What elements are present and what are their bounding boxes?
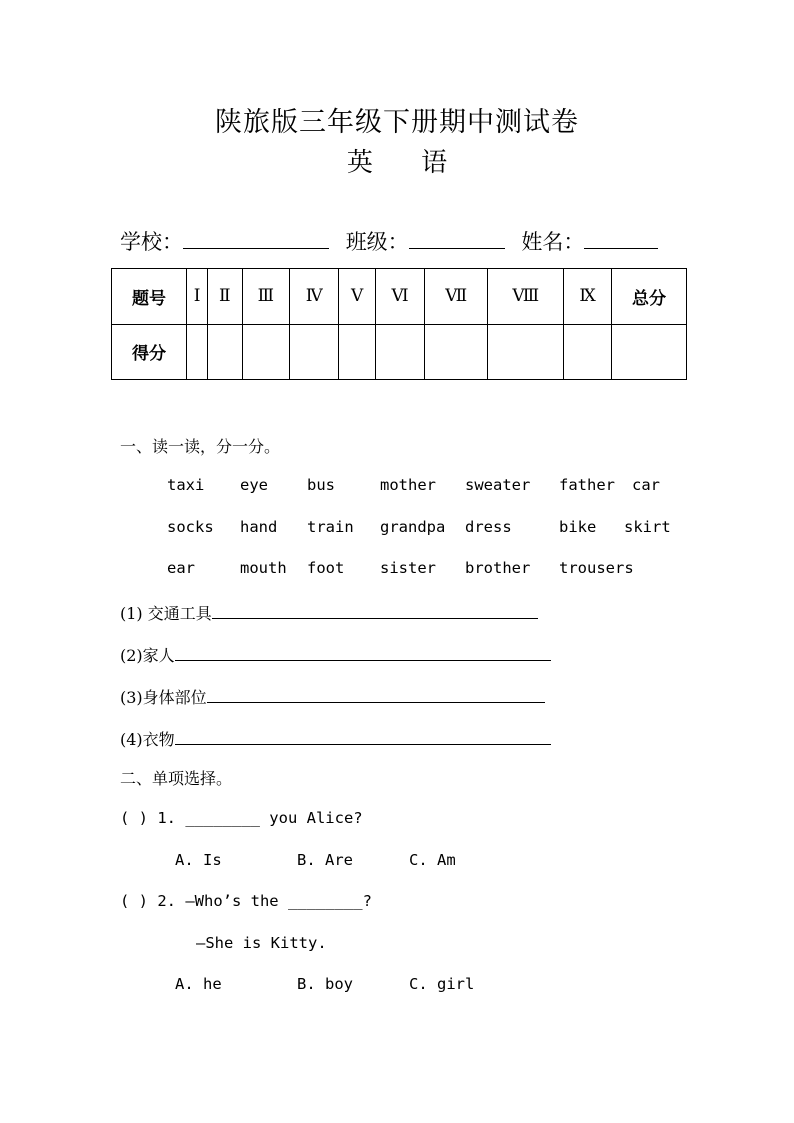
word-item: mother xyxy=(380,476,436,494)
score-table-score-row xyxy=(112,324,687,380)
answer-line[interactable] xyxy=(175,642,551,661)
word-item: dress xyxy=(465,518,512,536)
name-label: 姓名： xyxy=(521,230,585,254)
word-item: trousers xyxy=(559,559,634,577)
word-item: grandpa xyxy=(380,518,446,536)
school-field[interactable] xyxy=(183,226,329,249)
total-label: 总分 xyxy=(612,269,687,325)
question-2-stem: ( ) 2. —Who’s the ________? xyxy=(120,892,372,910)
q2-option-b[interactable]: B. boy xyxy=(297,975,353,993)
col-1: Ⅰ xyxy=(187,269,208,325)
q2-option-c[interactable]: C. girl xyxy=(409,975,475,993)
word-item: hand xyxy=(240,518,278,536)
score-cell[interactable] xyxy=(375,324,425,380)
score-cell[interactable] xyxy=(425,324,488,380)
word-item: foot xyxy=(307,559,345,577)
word-item: skirt xyxy=(624,518,671,536)
page-title: 陕旅版三年级下册期中测试卷 xyxy=(215,107,579,138)
answer-line[interactable] xyxy=(207,684,545,703)
col-8: Ⅷ xyxy=(488,269,564,325)
col-5: Ⅴ xyxy=(339,269,375,325)
student-info-line xyxy=(120,226,668,256)
word-item: brother xyxy=(465,559,531,577)
school-label: 学校： xyxy=(120,230,183,254)
word-item: bike xyxy=(559,518,597,536)
category-label: (3)身体部位 xyxy=(120,688,207,707)
category-label: (2)家人 xyxy=(120,646,175,665)
col-6: Ⅵ xyxy=(375,269,425,325)
answer-line[interactable] xyxy=(175,726,551,745)
score-cell[interactable] xyxy=(208,324,242,380)
section1-title: 一、读一读，分一分。 xyxy=(120,437,281,456)
col-2: Ⅱ xyxy=(208,269,242,325)
category-body xyxy=(120,684,545,708)
score-cell[interactable] xyxy=(290,324,339,380)
total-score-cell[interactable] xyxy=(612,324,687,380)
section2-title: 二、单项选择。 xyxy=(120,769,233,788)
word-item: father xyxy=(559,476,615,494)
word-item: eye xyxy=(240,476,268,494)
q2-option-a[interactable]: A. he xyxy=(175,975,222,993)
word-item: socks xyxy=(167,518,214,536)
category-label: (1) 交通工具 xyxy=(120,604,212,623)
col-3: Ⅲ xyxy=(242,269,290,325)
score-cell[interactable] xyxy=(339,324,375,380)
col-7: Ⅶ xyxy=(425,269,488,325)
word-item: sister xyxy=(380,559,436,577)
word-item: bus xyxy=(307,476,335,494)
score-cell[interactable] xyxy=(564,324,612,380)
category-label: (4)衣物 xyxy=(120,730,175,749)
class-field[interactable] xyxy=(409,226,505,249)
score-table xyxy=(111,268,687,380)
score-cell[interactable] xyxy=(488,324,564,380)
page-subtitle: 英 语 xyxy=(346,148,448,178)
word-item: car xyxy=(632,476,660,494)
word-item: ear xyxy=(167,559,195,577)
word-item: taxi xyxy=(167,476,205,494)
category-clothes xyxy=(120,726,551,750)
word-item: train xyxy=(307,518,354,536)
q1-option-c[interactable]: C. Am xyxy=(409,851,456,869)
col-4: Ⅳ xyxy=(290,269,339,325)
score-cell[interactable] xyxy=(242,324,290,380)
class-label: 班级： xyxy=(345,230,409,254)
name-field[interactable] xyxy=(584,226,658,249)
answer-line[interactable] xyxy=(212,600,538,619)
category-transport xyxy=(120,600,538,624)
col-9: Ⅸ xyxy=(564,269,612,325)
word-item: mouth xyxy=(240,559,287,577)
score-label: 得分 xyxy=(112,324,187,380)
q1-option-a[interactable]: A. Is xyxy=(175,851,222,869)
q2-answer-line: —She is Kitty. xyxy=(196,934,327,952)
question-1-stem: ( ) 1. ________ you Alice? xyxy=(120,809,363,827)
score-cell[interactable] xyxy=(187,324,208,380)
q1-option-b[interactable]: B. Are xyxy=(297,851,353,869)
question-number-label: 题号 xyxy=(112,269,187,325)
word-item: sweater xyxy=(465,476,531,494)
score-table-header-row xyxy=(112,269,687,325)
category-family xyxy=(120,642,551,666)
